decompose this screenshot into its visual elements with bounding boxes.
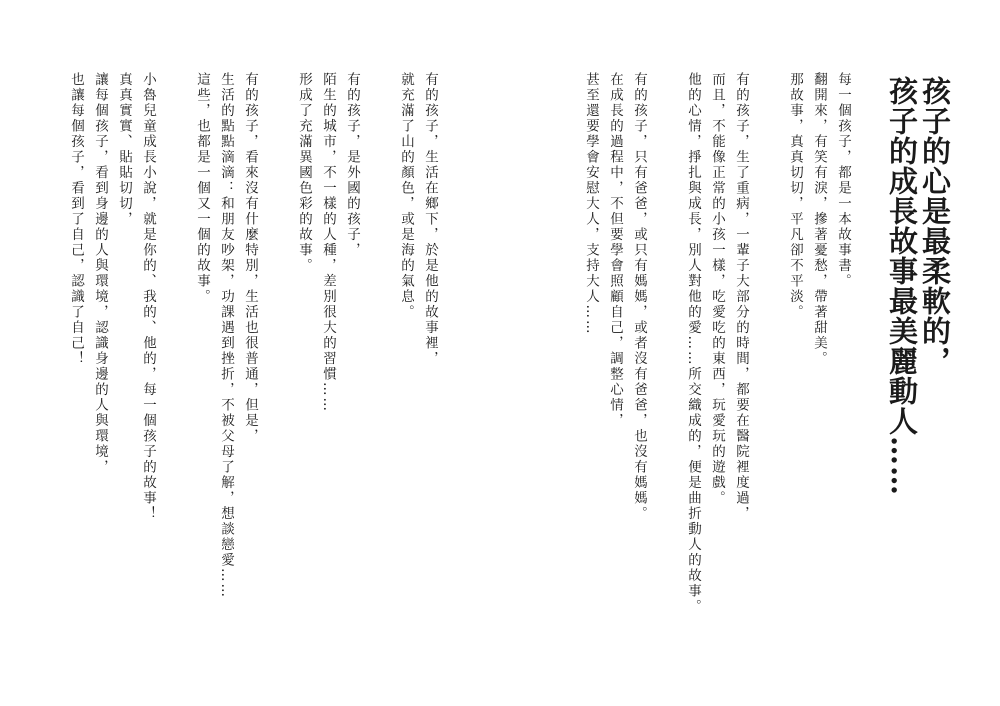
paragraph-5-line-3: 形成了充滿異國色彩的故事。: [296, 72, 312, 274]
paragraph-6-line-3: 這些，也都是一個又一個的故事。: [194, 72, 210, 305]
paragraph-5-line-1: 有的孩子，是外國的孩子，: [344, 72, 360, 258]
paragraph-7-line-1: 小魯兒童成長小說，就是你的、我的、他的，每一個孩子的故事！: [140, 72, 156, 522]
paragraph-1-line-3: 那故事，真真切切，平凡卻不平淡。: [787, 72, 803, 320]
paragraph-2-line-2: 而且，不能像正常的小孩一樣，吃愛吃的東西，玩愛玩的遊戲。: [709, 72, 725, 506]
paragraph-3-line-2: 在成長的過程中，不但要學會照顧自己，調整心情，: [607, 72, 623, 429]
paragraph-4-line-2: 就充滿了山的顏色，或是海的氣息。: [398, 72, 414, 320]
paragraph-2-line-3: 他的心情，掙扎與成長，別人對他的愛……所交織成的，便是曲折動人的故事。: [685, 72, 701, 615]
paragraph-1-line-1: 每一個孩子，都是一本故事書。: [835, 72, 851, 289]
paragraph-7-line-3: 讓每個孩子，看到身邊的人與環境，認識身邊的人與環境，: [92, 72, 108, 475]
paragraph-3-line-3: 甚至還要學會安慰大人，支持大人……: [583, 72, 599, 336]
paragraph-6-line-2: 生活的點點滴滴：和朋友吵架，功課遇到挫折，不被父母了解，想談戀愛……: [218, 72, 234, 599]
title-line-2: 孩子的成長故事最美麗動人……: [885, 76, 919, 496]
paragraph-1-line-2: 翻開來，有笑有淚，摻著憂愁，帶著甜美。: [811, 72, 827, 367]
paragraph-7-line-2: 真真實實、貼貼切切，: [116, 72, 132, 227]
paragraph-6-line-1: 有的孩子，看來沒有什麼特別，生活也很普通，但是，: [242, 72, 258, 444]
title-line-1: 孩子的心是最柔軟的，: [918, 76, 952, 376]
paragraph-4-line-1: 有的孩子，生活在鄉下，於是他的故事裡，: [422, 72, 438, 367]
paragraph-2-line-1: 有的孩子，生了重病，一輩子大部分的時間，都要在醫院裡度過，: [733, 72, 749, 522]
paragraph-5-line-2: 陌生的城市，不一樣的人種，差別很大的習慣……: [320, 72, 336, 413]
paragraph-3-line-1: 有的孩子，只有爸爸，或只有媽媽，或者沒有爸爸，也沒有媽媽。: [631, 72, 647, 522]
paragraph-7-line-4: 也讓每個孩子，看到了自己，認識了自己！: [68, 72, 84, 367]
